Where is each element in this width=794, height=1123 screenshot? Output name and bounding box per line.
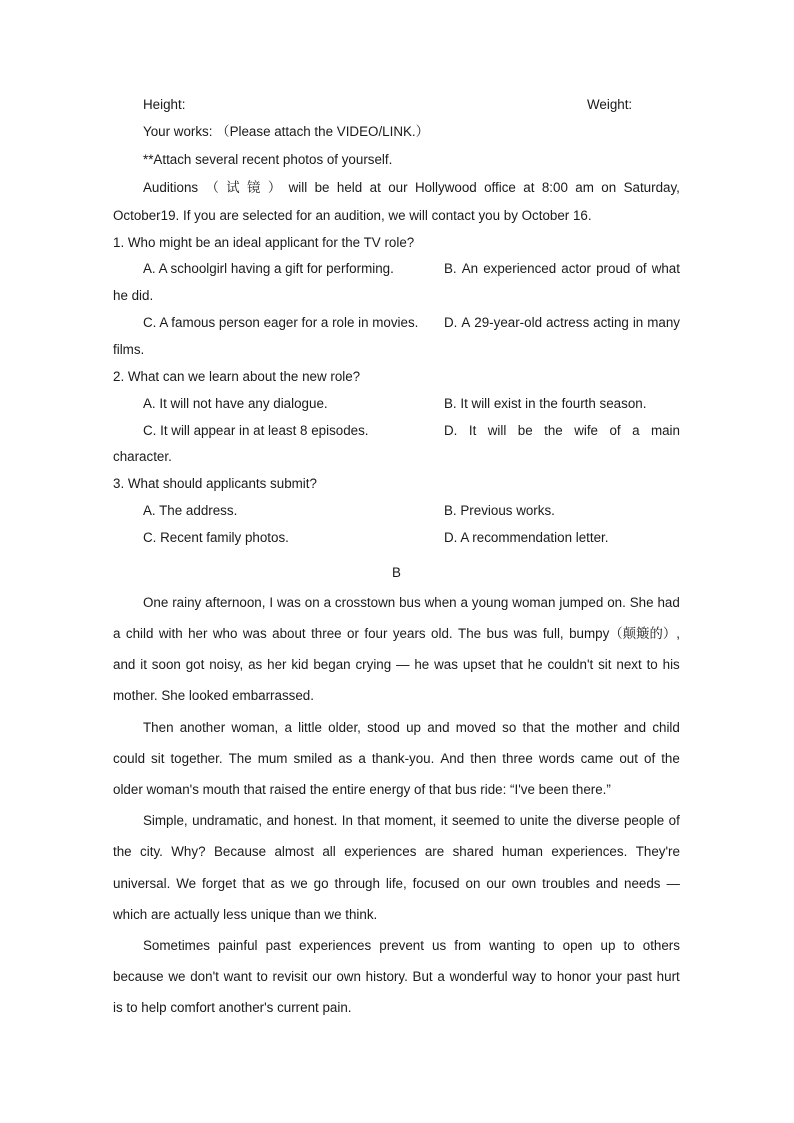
word: when: [424, 595, 457, 610]
word: people: [623, 813, 665, 828]
question-1-option-c: C. A famous person eager for a role in movies.: [143, 315, 419, 330]
word: actress: [545, 315, 590, 330]
word: up: [600, 938, 616, 953]
word: that: [242, 876, 265, 891]
word: experienced: [483, 261, 557, 276]
word: human: [501, 844, 543, 859]
question-1-option-b: [444, 260, 680, 278]
word: a: [284, 720, 292, 735]
word: moment,: [384, 813, 437, 828]
word: from: [454, 938, 482, 953]
word: own: [336, 969, 361, 984]
word: at: [369, 180, 381, 195]
paragraph-3-line: [113, 843, 680, 861]
word: unite: [519, 813, 549, 828]
word: are: [424, 844, 445, 859]
word: was: [434, 657, 458, 672]
word: D.: [444, 315, 458, 330]
word: She: [629, 595, 654, 610]
word: actor: [561, 261, 592, 276]
word: The: [458, 626, 482, 641]
word: afternoon,: [205, 595, 266, 610]
word: about: [272, 626, 306, 641]
word: then: [470, 751, 497, 766]
word: main: [650, 423, 680, 438]
word: history.: [365, 969, 408, 984]
word: crying: [355, 657, 392, 672]
word: held: [336, 180, 363, 195]
word: in: [632, 315, 644, 330]
height-label: Height:: [143, 97, 186, 112]
word: all: [322, 844, 336, 859]
word: soon: [151, 657, 181, 672]
word: and: [113, 657, 136, 672]
word: at: [523, 180, 535, 195]
word: ）: [267, 180, 282, 195]
word: stood: [367, 720, 400, 735]
word: —: [666, 876, 680, 891]
paragraph-2-line: [113, 750, 680, 768]
word: his: [662, 657, 680, 672]
word: kid: [291, 657, 309, 672]
word: One: [143, 595, 169, 610]
word: had: [657, 595, 680, 610]
word: prevent: [379, 938, 424, 953]
word: painful: [218, 938, 258, 953]
word: （: [205, 180, 219, 195]
word: bus: [399, 595, 421, 610]
word: jumped: [559, 595, 604, 610]
question-2-option-d: [444, 422, 680, 440]
word: a: [437, 969, 445, 984]
word: our: [486, 876, 506, 891]
paragraph-3-line: which are actually less unique than we think.: [113, 907, 378, 922]
word: bumpy（颠簸的）,: [569, 626, 680, 641]
word: bus: [486, 626, 509, 641]
paragraph-1-line: [113, 656, 680, 674]
word: smiled: [293, 751, 333, 766]
word: our: [312, 969, 332, 984]
word: it: [140, 657, 147, 672]
word: another: [179, 720, 226, 735]
word: past: [626, 969, 652, 984]
word: three: [311, 626, 342, 641]
word: needs: [624, 876, 661, 891]
word: In: [341, 813, 353, 828]
word: full,: [542, 626, 564, 641]
paragraph-2-line: [143, 719, 680, 737]
word: wife: [574, 423, 599, 438]
word: 试: [226, 180, 240, 195]
paragraph-3-line: [143, 812, 680, 830]
word: couldn't: [547, 657, 594, 672]
word: want: [223, 969, 252, 984]
word: was: [277, 595, 301, 610]
word: through: [334, 876, 380, 891]
word: and: [427, 720, 450, 735]
word: he: [414, 657, 430, 672]
word: that: [500, 657, 523, 672]
word: 镜: [247, 180, 261, 195]
word: that: [522, 720, 545, 735]
word: thank-you.: [371, 751, 435, 766]
word: They're: [635, 844, 680, 859]
word: Because: [213, 844, 267, 859]
paragraph-1-line: [143, 594, 680, 612]
word: city.: [140, 844, 163, 859]
word: of: [635, 261, 647, 276]
word: of: [609, 423, 621, 438]
question-3-stem: 3. What should applicants submit?: [113, 476, 317, 491]
word: 29-year-old: [474, 315, 543, 330]
word: life,: [385, 876, 407, 891]
word: the: [113, 844, 132, 859]
word: be: [517, 423, 533, 438]
word: next: [616, 657, 642, 672]
word: us: [432, 938, 447, 953]
word: began: [313, 657, 351, 672]
word: who: [212, 626, 238, 641]
word: Auditions: [143, 180, 199, 195]
word: to: [256, 969, 268, 984]
word: will: [487, 423, 507, 438]
word: came: [580, 751, 614, 766]
word: to: [543, 938, 555, 953]
word: An: [461, 261, 479, 276]
word: past: [265, 938, 291, 953]
word: three: [502, 751, 533, 766]
paragraph-4-line: [143, 937, 680, 955]
word: what: [651, 261, 680, 276]
word: together.: [170, 751, 223, 766]
question-2-stem: 2. What can we learn about the new role?: [113, 369, 361, 384]
word: of: [668, 813, 680, 828]
word: proud: [596, 261, 631, 276]
works-line: Your works: （Please attach the VIDEO/LINK.）: [143, 124, 430, 139]
word: mum: [257, 751, 288, 766]
question-2-option-b: B. It will exist in the fourth season.: [444, 396, 647, 411]
word: But: [412, 969, 433, 984]
word: B.: [444, 261, 457, 276]
word: our: [388, 180, 408, 195]
word: old.: [431, 626, 453, 641]
paragraph-1-line: [113, 625, 680, 643]
word: others: [642, 938, 680, 953]
word: I: [269, 595, 274, 610]
question-3-option-d: D. A recommendation letter.: [444, 530, 609, 545]
word: seemed: [451, 813, 500, 828]
word: words: [538, 751, 575, 766]
word: and: [266, 813, 289, 828]
word: on: [465, 876, 481, 891]
word: and: [623, 720, 647, 735]
word: on: [601, 180, 617, 195]
word: got: [185, 657, 205, 672]
word: revisit: [272, 969, 308, 984]
word: out: [619, 751, 638, 766]
word: with: [158, 626, 183, 641]
word: experiences.: [551, 844, 628, 859]
word: office: [484, 180, 516, 195]
word: the: [544, 423, 563, 438]
word: rainy: [172, 595, 202, 610]
word: a: [323, 595, 332, 610]
question-3-option-c: C. Recent family photos.: [143, 530, 289, 545]
question-1-option-d: [444, 314, 680, 332]
word: focused: [412, 876, 460, 891]
word: to: [540, 969, 553, 984]
word: Sometimes: [143, 938, 210, 953]
word: so: [502, 720, 517, 735]
word: her: [188, 626, 208, 641]
word: was: [513, 626, 538, 641]
word: crosstown: [334, 595, 396, 610]
word: universal.: [113, 876, 171, 891]
word: sit: [598, 657, 612, 672]
word: hurt: [656, 969, 680, 984]
word: almost: [274, 844, 314, 859]
question-2-option-a: A. It will not have any dialogue.: [143, 396, 328, 411]
word: 8:00: [541, 180, 568, 195]
word: older,: [328, 720, 361, 735]
word: am: [575, 180, 594, 195]
word: on: [304, 595, 320, 610]
word: mother: [575, 720, 618, 735]
word: moved: [455, 720, 496, 735]
word: young: [471, 595, 509, 610]
word: and: [595, 876, 619, 891]
paragraph-1-line: mother. She looked embarrassed.: [113, 688, 314, 703]
word: forget: [202, 876, 237, 891]
word: the: [551, 720, 570, 735]
paragraph-3-line: [113, 875, 680, 893]
word: honest.: [293, 813, 338, 828]
paragraph-4-line: [113, 968, 680, 986]
weight-label: Weight:: [587, 97, 633, 112]
word: The: [228, 751, 252, 766]
word: honor: [556, 969, 592, 984]
word: open: [562, 938, 593, 953]
word: don't: [190, 969, 219, 984]
word: undramatic,: [192, 813, 263, 828]
word: as: [338, 751, 353, 766]
word: was: [242, 626, 267, 641]
word: a: [460, 595, 468, 610]
question-3-option-b: B. Previous works.: [444, 503, 555, 518]
word: to: [504, 813, 516, 828]
word: be: [314, 180, 330, 195]
word: Then: [143, 720, 174, 735]
word: as: [248, 657, 263, 672]
word: wanting: [489, 938, 536, 953]
word: a: [113, 626, 121, 641]
word: up: [406, 720, 421, 735]
word: Saturday,: [623, 180, 680, 195]
word: woman,: [231, 720, 279, 735]
word: wonderful: [449, 969, 508, 984]
word: your: [595, 969, 622, 984]
section-heading: B: [392, 565, 401, 580]
word: will: [288, 180, 308, 195]
word: —: [396, 657, 410, 672]
word: a: [632, 423, 640, 438]
word: go: [313, 876, 329, 891]
word: four: [364, 626, 388, 641]
question-1-option-a: A. A schoolgirl having a gift for performing.: [143, 261, 394, 276]
word: many: [647, 315, 680, 330]
word: the: [661, 751, 680, 766]
question-2-option-d-cont: character.: [113, 449, 172, 464]
word: sit: [151, 751, 165, 766]
word: a: [358, 751, 366, 766]
word: to: [623, 938, 635, 953]
word: to: [646, 657, 658, 672]
word: It: [468, 423, 477, 438]
question-3-option-a: A. The address.: [143, 503, 238, 518]
word: the: [553, 813, 572, 828]
question-1-stem: 1. Who might be an ideal applicant for the TV role?: [113, 235, 415, 250]
word: we: [168, 969, 186, 984]
word: years: [392, 626, 426, 641]
word: it: [440, 813, 448, 828]
word: shared: [452, 844, 494, 859]
word: he: [527, 657, 543, 672]
word: And: [440, 751, 465, 766]
question-1-option-d-cont: films.: [113, 342, 145, 357]
word: experiences: [344, 844, 417, 859]
word: diverse: [576, 813, 620, 828]
photos-line: **Attach several recent photos of yourself.: [143, 152, 393, 167]
word: experiences: [299, 938, 372, 953]
paragraph-2-line: older woman's mouth that raised the entire energy of that bus ride: “I've been there.”: [113, 782, 611, 797]
word: upset: [462, 657, 496, 672]
word: D.: [444, 423, 458, 438]
word: little: [298, 720, 322, 735]
word: we: [290, 876, 308, 891]
word: Simple,: [143, 813, 188, 828]
word: Hollywood: [414, 180, 477, 195]
paragraph-4-line: is to help comfort another's current pain.: [113, 1000, 352, 1015]
word: of: [644, 751, 656, 766]
word: because: [113, 969, 164, 984]
word: Why?: [171, 844, 206, 859]
word: child: [652, 720, 680, 735]
word: troubles: [542, 876, 590, 891]
word: way: [512, 969, 537, 984]
word: as: [270, 876, 285, 891]
word: could: [113, 751, 146, 766]
auditions-line-2: October19. If you are selected for an audition, we will contact you by October 16.: [113, 208, 592, 223]
word: acting: [593, 315, 629, 330]
word: own: [511, 876, 537, 891]
auditions-line-1: [143, 179, 680, 197]
word: or: [347, 626, 359, 641]
word: her: [267, 657, 287, 672]
question-2-option-c: C. It will appear in at least 8 episodes.: [143, 423, 369, 438]
word: woman: [512, 595, 556, 610]
word: that: [357, 813, 380, 828]
word: noisy,: [209, 657, 244, 672]
word: A: [461, 315, 471, 330]
question-1-option-b-cont: he did.: [113, 288, 154, 303]
word: child: [125, 626, 154, 641]
word: on.: [607, 595, 626, 610]
word: We: [176, 876, 197, 891]
